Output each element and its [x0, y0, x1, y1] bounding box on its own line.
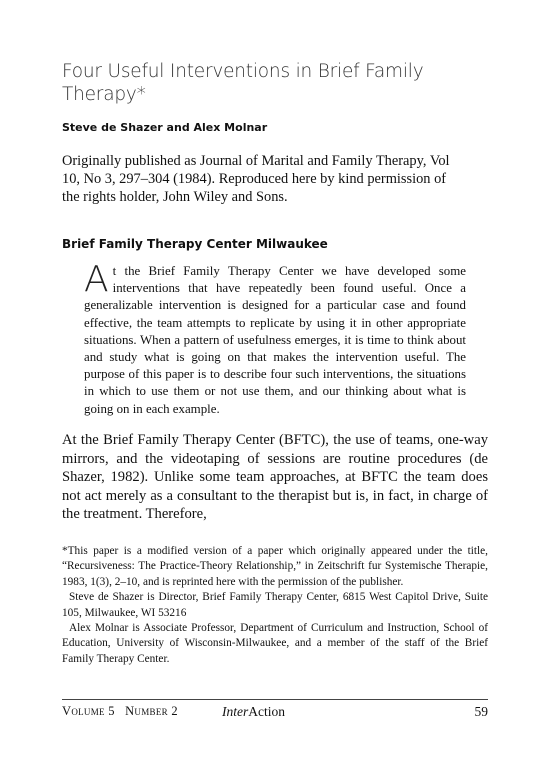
drop-cap: A	[84, 259, 109, 300]
article-authors: Steve de Shazer and Alex Molnar	[62, 121, 268, 134]
abstract	[84, 259, 466, 418]
footer-divider	[62, 699, 488, 700]
publication-note: Originally published as Journal of Marital and Family Therapy, Vol 10, No 3, 297–304 (1984). Reproduced here by kind permission of the rights holder, John Wiley and Sons.	[62, 153, 450, 205]
footer-journal	[222, 704, 285, 720]
footnote-author-1: Steve de Shazer is Director, Brief Family Therapy Center, 6815 West Capitol Drive, Suite 105, Milwaukee, WI 53216	[62, 591, 488, 619]
number-label: Number 2	[125, 704, 178, 718]
journal-prefix: Inter	[222, 704, 249, 719]
body-paragraph: At the Brief Family Therapy Center (BFTC), the use of teams, one-way mirrors, and the videotaping of sessions are routine procedures (de Shazer, 1982). Unlike some team approaches, at BFTC the team does not act merely as a consultant to the therapist but is, in fact, in charge of the treatment. Therefore,	[62, 432, 488, 523]
page-number: 59	[474, 704, 488, 719]
affiliation-heading: Brief Family Therapy Center Milwaukee	[62, 237, 328, 251]
footnotes	[62, 544, 488, 667]
article-title: Four Useful Interventions in Brief Family Therapy*	[62, 61, 424, 105]
footnote-origin: *This paper is a modified version of a paper which originally appeared under the title, “Recursiveness: The Practice-Theory Relationship,” in Zeitschrift fur Systemische Therapie, 1983, 1(3), 2–10, and is reprinted here with the permission of the publisher.	[62, 545, 488, 588]
footnote-author-2: Alex Molnar is Associate Professor, Department of Curriculum and Instruction, School of Education, University of Wisconsin-Milwaukee, and a member of the staff of the Brief Family Therapy Center.	[62, 622, 488, 665]
journal-suffix: Action	[248, 704, 285, 719]
footer-volume	[62, 704, 178, 719]
volume-label: Volume 5	[62, 704, 115, 718]
page-footer	[62, 704, 488, 722]
abstract-text: t the Brief Family Therapy Center we have developed some interventions that have repeatedly been found useful. Once a generalizable intervention is designed for a particular case and found effective, the team attempts to replicate by using it in other appropriate situations. When a pattern of usefulness emerges, it is time to think about and study what is going on that makes the intervention useful. The purpose of this paper is to describe four such interventions, the situations in which to use them or not use them, and our thinking about what is going on in each example.	[84, 264, 466, 416]
